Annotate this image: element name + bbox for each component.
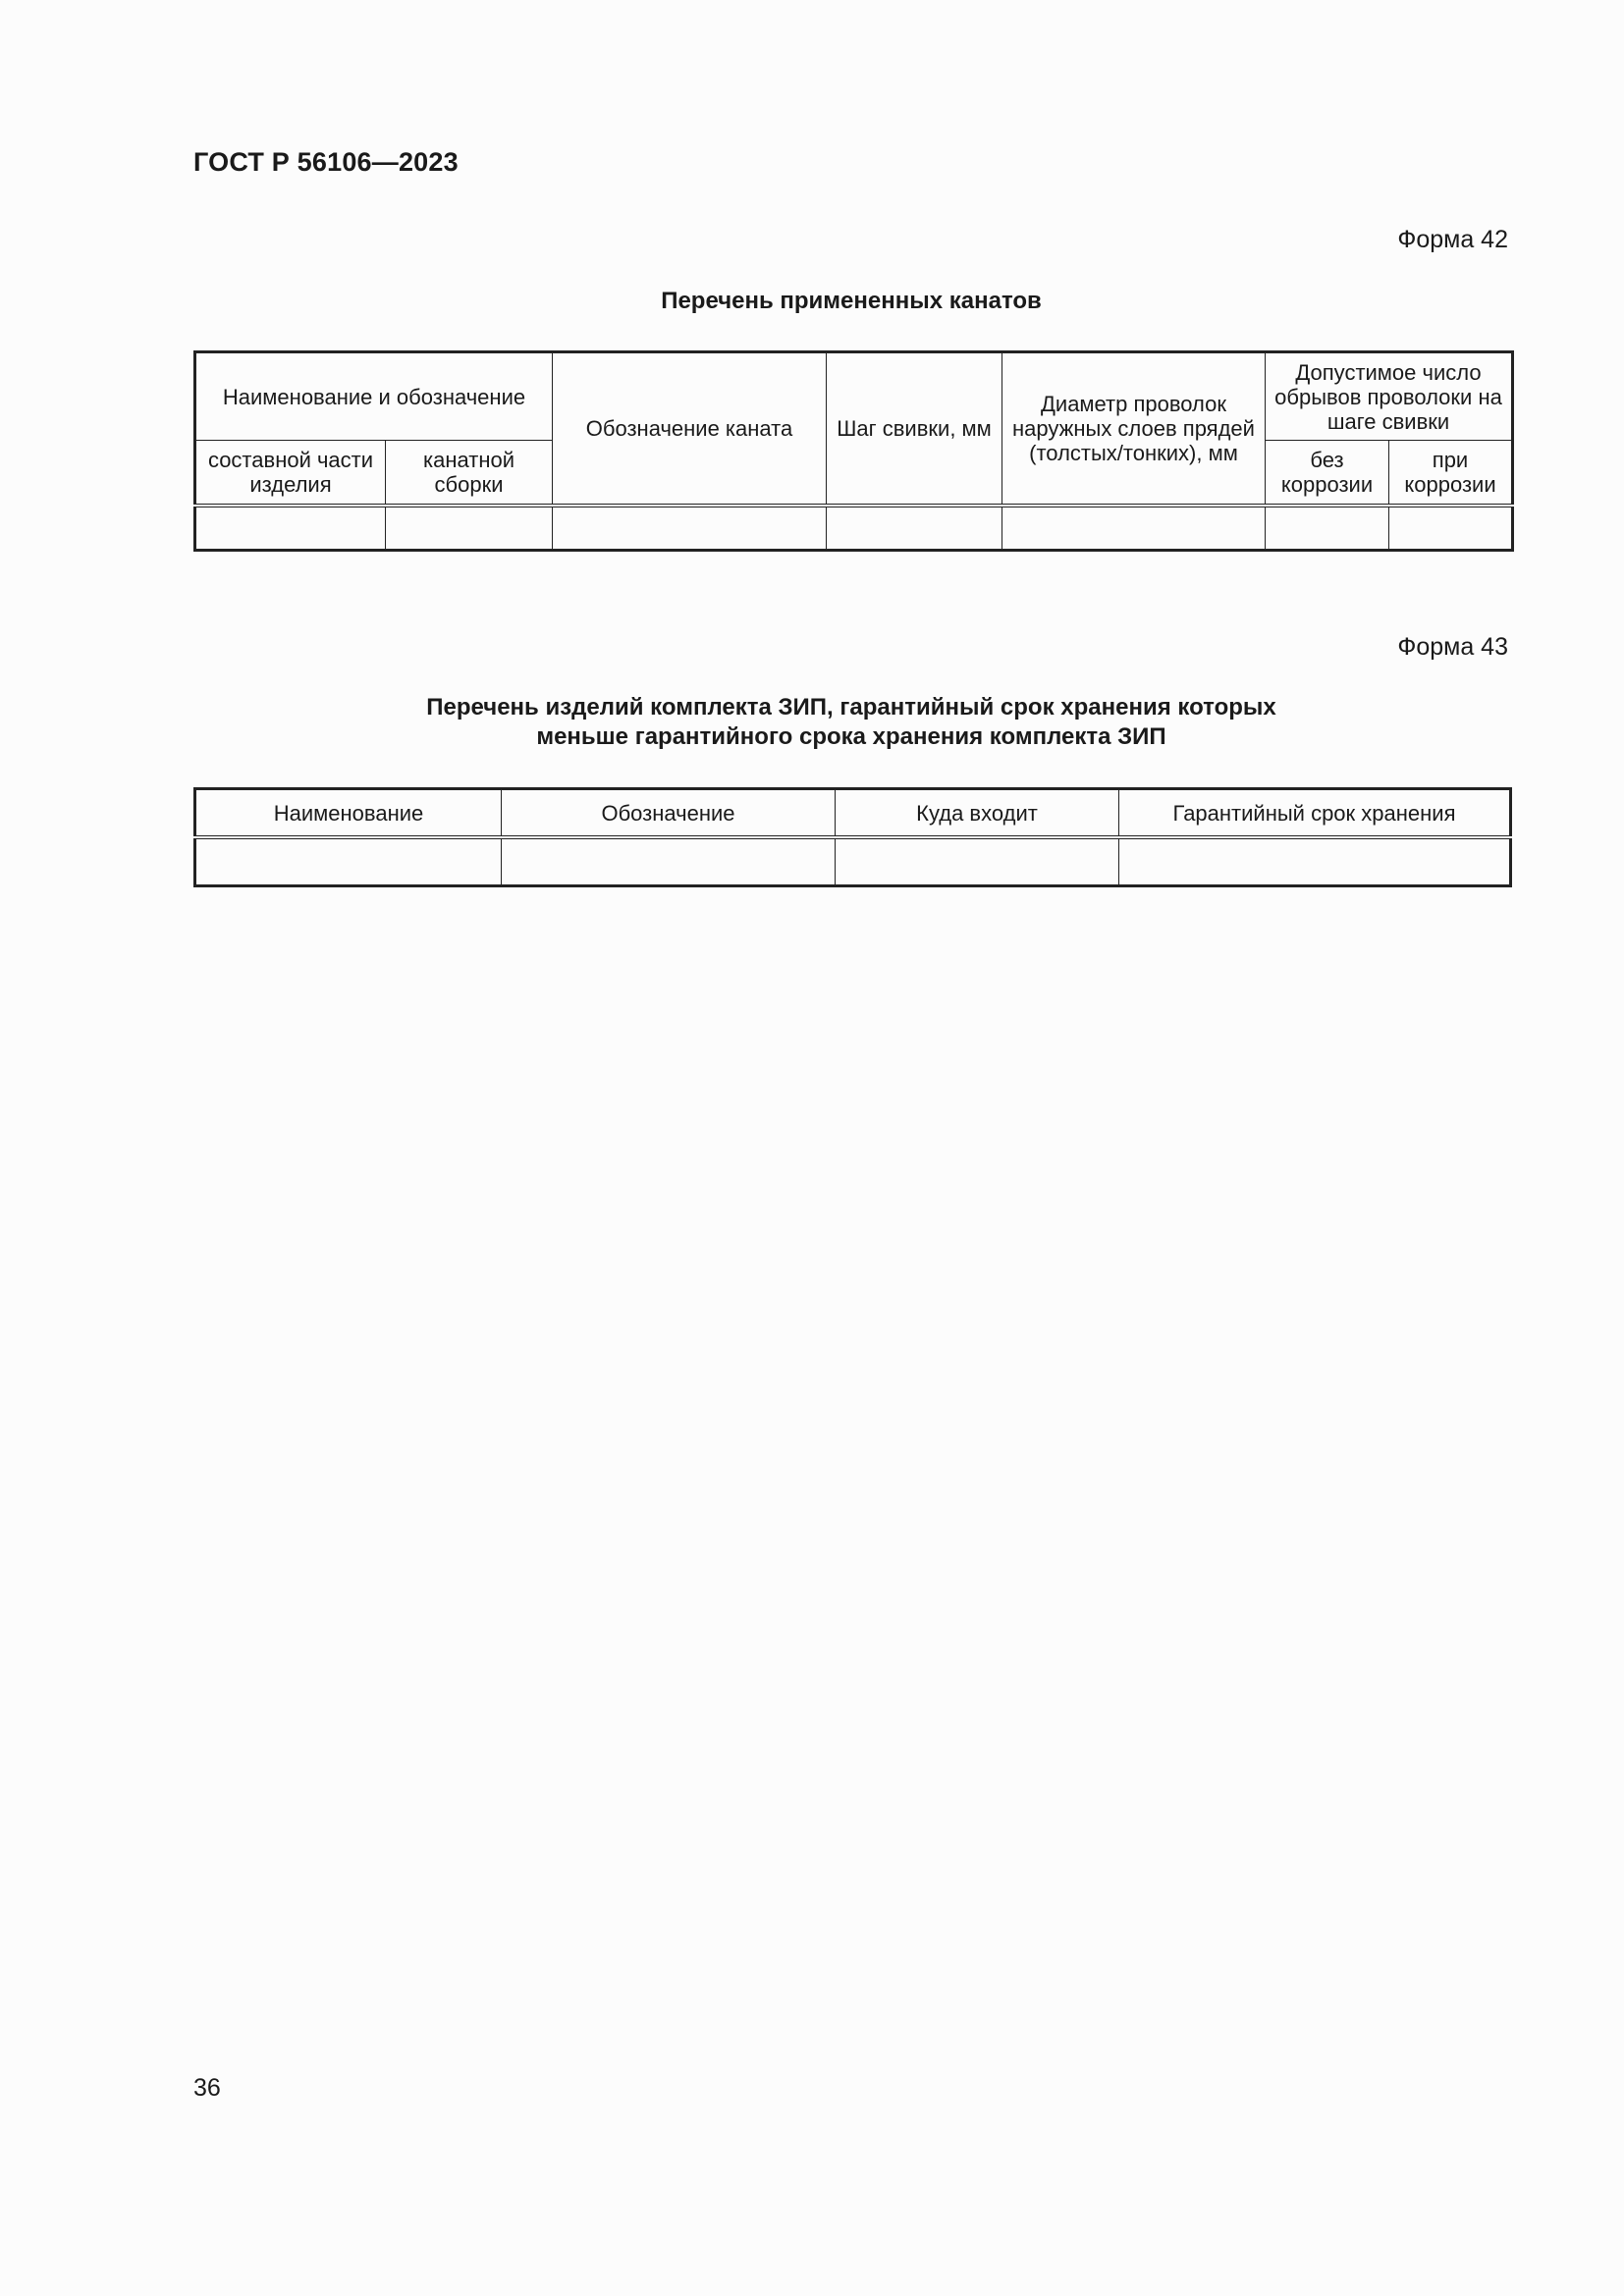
header-component: составной части изделия (195, 441, 386, 507)
header-name: Наименование (195, 789, 502, 838)
table-row (195, 837, 1511, 886)
header-warranty-period: Гарантийный срок хранения (1119, 789, 1511, 838)
table-cell (386, 506, 553, 551)
standard-id: ГОСТ Р 56106—2023 (193, 147, 459, 177)
header-rope-assembly: канатной сборки (386, 441, 553, 507)
header-name-and-designation: Наименование и обозначение (195, 352, 553, 441)
table-cell (1119, 837, 1511, 886)
page-number: 36 (193, 2074, 221, 2102)
table-row (195, 506, 1513, 551)
table-cell (1002, 506, 1266, 551)
table-cell (195, 506, 386, 551)
table-cell (502, 837, 836, 886)
form-43-label: Форма 43 (1397, 633, 1508, 661)
header-no-corrosion: без коррозии (1266, 441, 1389, 507)
table-cell (195, 837, 502, 886)
table-cell (1266, 506, 1389, 551)
header-designation: Обозначение (502, 789, 836, 838)
header-rope-designation: Обозначение каната (553, 352, 827, 507)
table-cell (827, 506, 1002, 551)
header-lay-length: Шаг свивки, мм (827, 352, 1002, 507)
header-included-in: Куда входит (836, 789, 1119, 838)
form-42-title: Перечень примененных канатов (661, 288, 1042, 314)
table-cell (836, 837, 1119, 886)
spare-parts-table (193, 787, 1512, 887)
form-43-title (193, 693, 1509, 752)
table-cell (553, 506, 827, 551)
header-with-corrosion: при коррозии (1389, 441, 1513, 507)
form-42-label: Форма 42 (1397, 226, 1508, 253)
header-wire-diameter: Диаметр проволок наружных слоев прядей (толстых/тонких), мм (1002, 352, 1266, 507)
header-allowed-breaks: Допустимое число обрывов проволоки на шаге свивки (1266, 352, 1513, 441)
form-43-title-line-2: меньше гарантийного срока хранения комплекта ЗИП (536, 723, 1166, 750)
rope-list-table (193, 350, 1514, 552)
table-cell (1389, 506, 1513, 551)
form-43-title-line-1: Перечень изделий комплекта ЗИП, гарантийный срок хранения которых (426, 694, 1276, 721)
